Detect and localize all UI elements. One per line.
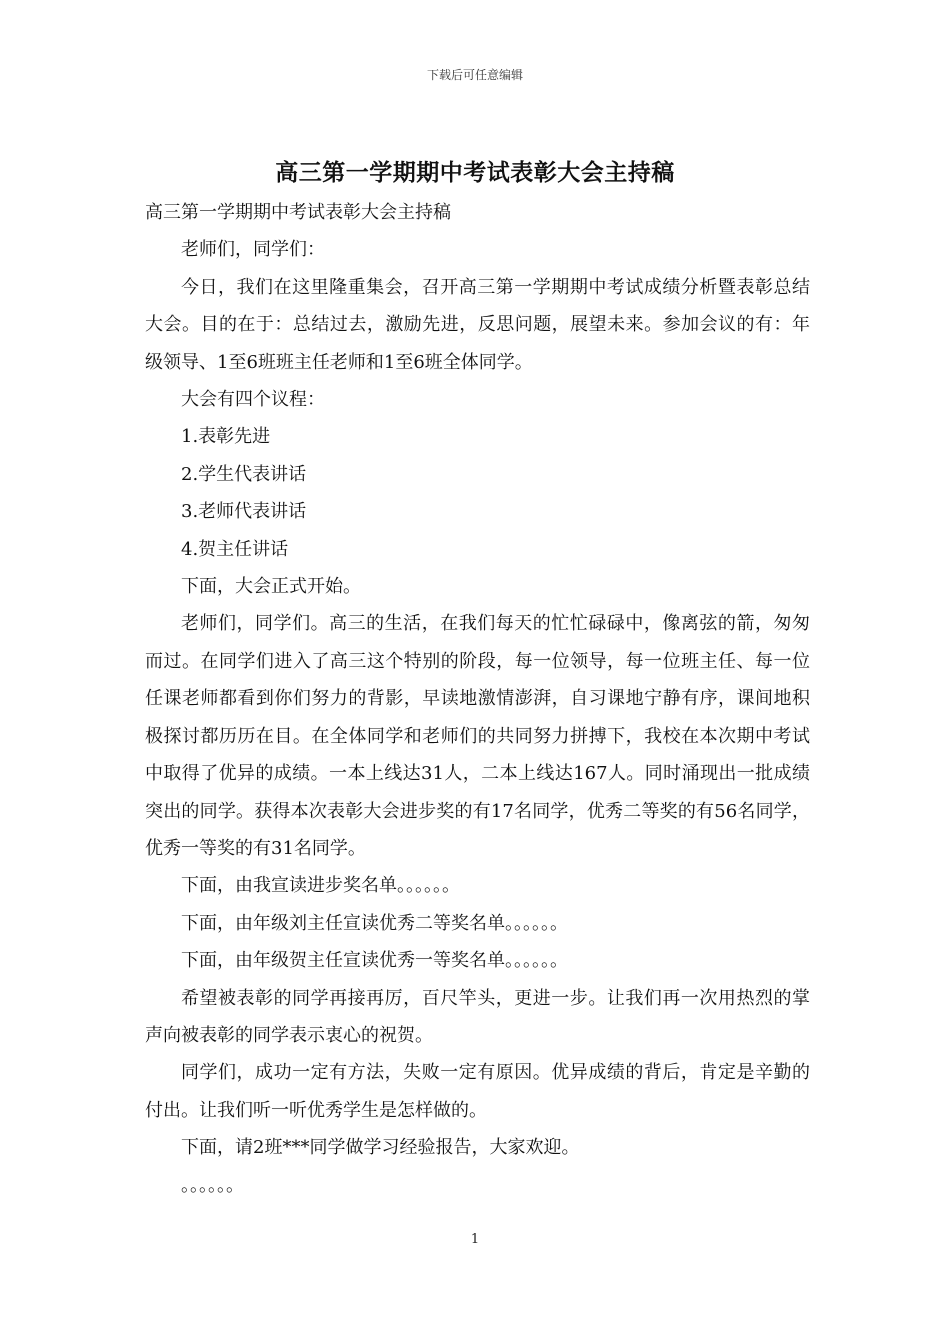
- paragraph-progress-award: 下面，由我宣读进步奖名单。。。。。。: [181, 875, 460, 897]
- agenda-item-3: 3.老师代表讲话: [181, 501, 307, 523]
- agenda-item-4: 4.贺主任讲话: [181, 538, 289, 560]
- paragraph-greeting: 老师们，同学们：: [181, 239, 325, 261]
- agenda-item-1: 1.表彰先进: [181, 426, 271, 448]
- agenda-item-2: 2.学生代表讲话: [181, 463, 307, 485]
- paragraph-achievements: 老师们，同学们。高三的生活，在我们每天的忙忙碌碌中，像离弦的箭，匆匆而过。在同学们进入了高三这个特别的阶段，每一位领导，每一位班主任、每一位任课老师都看到你们努力的背影，早读地激情澎湃，自习课地宁静有序，课间地积极探讨都历历在目。在全体同学和老师们的共同努力拼搏下，我校在本次期中考试中取得了优异的成绩。一本上线达31人，二本上线达167人。同时涌现出一批成绩突出的同学。获得本次表彰大会进步奖的有17名同学，优秀二等奖的有56名同学，优秀一等奖的有31名同学。: [145, 613, 810, 859]
- paragraph-intro: 今日，我们在这里隆重集会，召开高三第一学期期中考试成绩分析暨表彰总结大会。目的在于：总结过去，激励先进，反思问题，展望未来。参加会议的有：年级领导、1至6班班主任老师和1至6班全体同学。: [145, 276, 810, 373]
- paragraph-success: 同学们，成功一定有方法，失败一定有原因。优异成绩的背后，肯定是辛勤的付出。让我们听一听优秀学生是怎样做的。: [145, 1062, 810, 1121]
- document-subtitle: 高三第一学期期中考试表彰大会主持稿: [145, 202, 451, 223]
- header-note: 下载后可任意编辑: [426, 68, 523, 82]
- paragraph-student-report: 下面，请2班***同学做学习经验报告，大家欢迎。: [181, 1137, 580, 1159]
- paragraph-congratulations: 希望被表彰的同学再接再厉，百尺竿头，更进一步。让我们再一次用热烈的掌声向被表彰的同学表示衷心的祝贺。: [145, 987, 810, 1046]
- paragraph-first-award: 下面，由年级贺主任宣读优秀一等奖名单。。。。。。: [181, 950, 568, 972]
- paragraph-agenda-heading: 大会有四个议程：: [181, 389, 325, 411]
- paragraph-start: 下面，大会正式开始。: [181, 576, 361, 598]
- paragraph-ellipsis: 。。。。。。: [181, 1174, 244, 1196]
- page-number: 1: [470, 1232, 480, 1247]
- document-body: [145, 194, 810, 1204]
- paragraph-second-award: 下面，由年级刘主任宣读优秀二等奖名单。。。。。。: [181, 912, 568, 934]
- document-title: 高三第一学期期中考试表彰大会主持稿: [275, 159, 675, 186]
